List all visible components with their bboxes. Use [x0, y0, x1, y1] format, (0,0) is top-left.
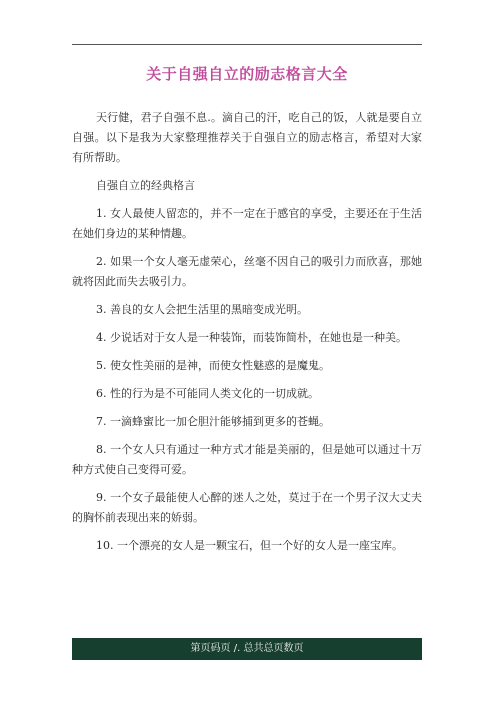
- quote-item: 5. 使女性美丽的是神，而使女性魅惑的是魔鬼。: [96, 359, 330, 372]
- quote-item: 9. 一个女子最能使人心醉的迷人之处，莫过于在一个男子汉大丈夫的胸怀前表现出来的娇弱。: [72, 491, 422, 524]
- quote-item: 10. 一个漂亮的女人是一颗宝石，但一个好的女人是一座宝库。: [96, 539, 403, 552]
- page-footer: [72, 638, 422, 660]
- quote-item: 2. 如果一个女人毫无虚荣心，丝毫不因自己的吸引力而欣喜，那她就将因此而失去吸引力。: [72, 255, 422, 288]
- quote-item: 3. 善良的女人会把生活里的黑暗变成光明。: [96, 303, 308, 316]
- document-body: [72, 108, 422, 564]
- page-number-text: 第页码页 /. 总共总页数页: [190, 643, 304, 654]
- quote-item: 7. 一滴蜂蜜比一加仑胆汁能够捕到更多的苍蝇。: [96, 415, 330, 428]
- quote-item: 6. 性的行为是不可能同人类文化的一切成就。: [96, 387, 319, 400]
- intro-paragraph: 天行健，君子自强不息.。滴自己的汗，吃自己的饭，人就是要自立自强。以下是我为大家整理推荐关于自强自立的励志格言，希望对大家有所帮助。: [72, 111, 422, 164]
- quote-item: 4. 少说话对于女人是一种装饰，而装饰简朴，在她也是一种美。: [96, 331, 407, 344]
- quote-item: 8. 一个女人只有通过一种方式才能是美丽的，但是她可以通过十万种方式使自己变得可爱。: [72, 443, 422, 476]
- document-title: 关于自强自立的励志格言大全: [146, 65, 348, 83]
- quote-item: 1. 女人最使人留恋的，并不一定在于感官的享受，主要还在于生活在她们身边的某种情趣。: [72, 207, 422, 240]
- header-rule: [72, 44, 422, 45]
- section-heading: 自强自立的经典格言: [96, 179, 195, 192]
